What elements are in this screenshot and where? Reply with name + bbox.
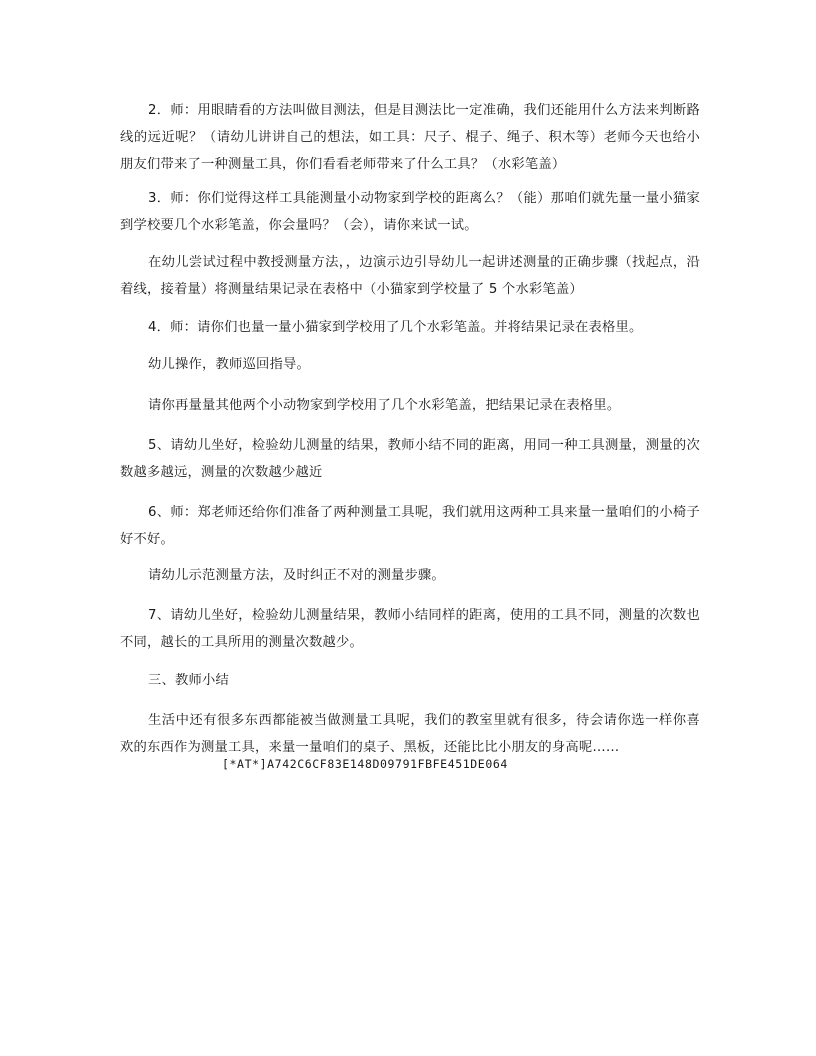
document-id-code: [*AT*]A742C6CF83E148D09791FBFE451DE064 <box>222 757 508 771</box>
paragraph-summary: 生活中还有很多东西都能被当做测量工具呢，我们的教室里就有很多，待会请你选一样你喜欢的东西作为测量工具，来量一量咱们的桌子、黑板，还能比比小朋友的身高呢…… <box>120 713 700 755</box>
section-heading-summary: 三、教师小结 <box>148 673 229 688</box>
paragraph-step-2: 2．师：用眼睛看的方法叫做目测法，但是目测法比一定准确，我们还能用什么方法来判断路线的远近呢？（请幼儿讲讲自己的想法，如工具：尺子、棍子、绳子、积木等）老师今天也给小朋友们带来了一种测量工具，你们看看老师带来了什么工具？（水彩笔盖） <box>120 103 700 172</box>
paragraph-child-operation: 幼儿操作，教师巡回指导。 <box>148 357 310 372</box>
paragraph-measure-others: 请你再量量其他两个小动物家到学校用了几个水彩笔盖，把结果记录在表格里。 <box>148 398 621 413</box>
paragraph-step-3: 3．师：你们觉得这样工具能测量小动物家到学校的距离么？（能）那咱们就先量一量小猫家到学校要几个水彩笔盖，你会量吗？（会），请你来试一试。 <box>120 191 700 233</box>
paragraph-step-4: 4．师：请你们也量一量小猫家到学校用了几个水彩笔盖。并将结果记录在表格里。 <box>148 320 643 335</box>
paragraph-demonstration: 请幼儿示范测量方法，及时纠正不对的测量步骤。 <box>148 568 445 583</box>
paragraph-step-7: 7、请幼儿坐好，检验幼儿测量结果，教师小结同样的距离，使用的工具不同，测量的次数也不同，越长的工具所用的测量次数越少。 <box>120 608 700 650</box>
paragraph-step-5: 5、请幼儿坐好，检验幼儿测量的结果，教师小结不同的距离，用同一种工具测量，测量的次数越多越远，测量的次数越少越近 <box>120 438 700 480</box>
paragraph-step-6: 6、师：郑老师还给你们准备了两种测量工具呢，我们就用这两种工具来量一量咱们的小椅子好不好。 <box>120 505 700 547</box>
paragraph-teaching-method: 在幼儿尝试过程中教授测量方法，，边演示边引导幼儿一起讲述测量的正确步骤（找起点，沿着线，接着量）将测量结果记录在表格中（小猫家到学校量了 5 个水彩笔盖） <box>120 255 700 297</box>
